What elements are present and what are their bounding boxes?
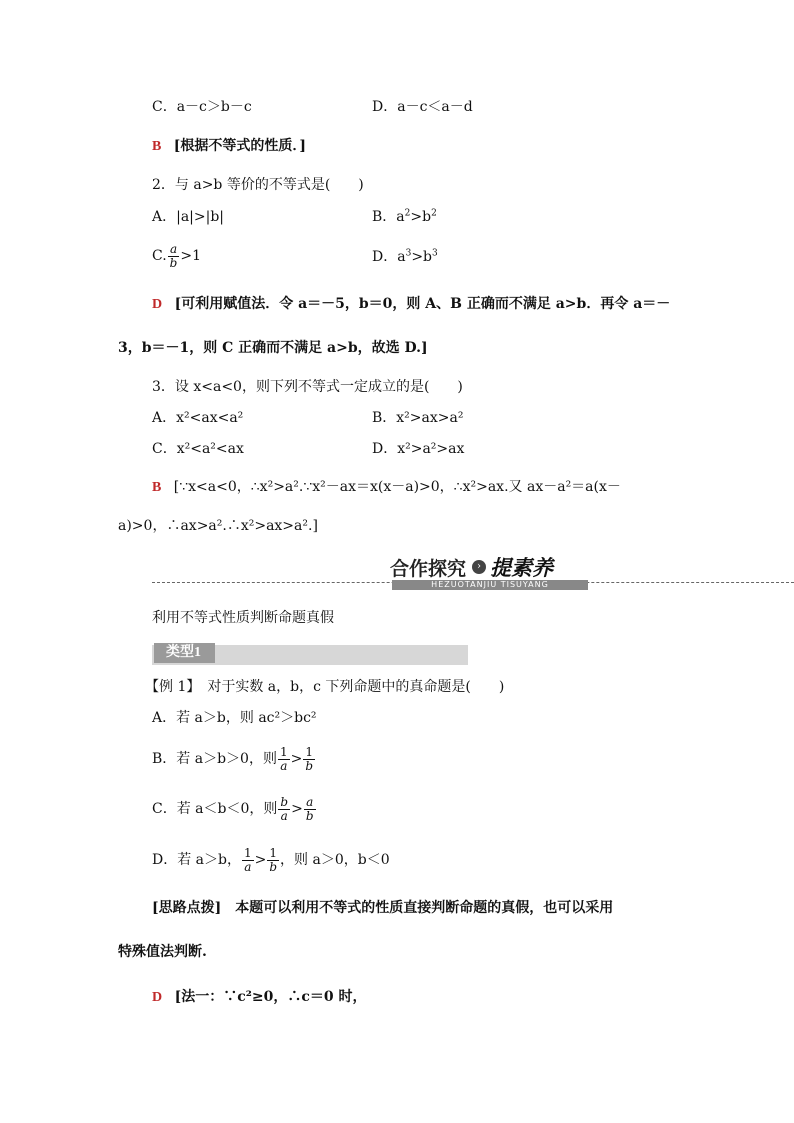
banner-title-left: 合作探究 bbox=[390, 558, 467, 580]
q1-option-d: D．a－c＜a－d bbox=[372, 99, 473, 115]
answer-1-letter: B bbox=[152, 139, 162, 154]
q2-option-b: B．$a^2>b^2$ bbox=[372, 208, 437, 225]
example-option-c-relation: > bbox=[291, 801, 303, 817]
q2-option-d: D．$a^3>b^3$ bbox=[372, 248, 438, 265]
fraction-numerator: 1 bbox=[267, 847, 279, 861]
example-option-b-fraction-1 bbox=[278, 746, 290, 773]
q2-stem: 2．与 a>b 等价的不等式是( ) bbox=[152, 177, 364, 193]
fraction-numerator: 1 bbox=[279, 744, 288, 759]
fraction-numerator: 1 bbox=[303, 746, 315, 760]
q2-option-d-text: D．a bbox=[372, 249, 406, 265]
fraction-denominator: b bbox=[305, 758, 314, 773]
example-option-c-fraction-2 bbox=[304, 796, 316, 823]
q2-option-c bbox=[152, 241, 201, 271]
hint-line2: 特殊值法判断. bbox=[118, 944, 207, 960]
q3-option-b: B．x²>ax>a² bbox=[372, 410, 464, 426]
example-option-b-fraction-2 bbox=[303, 746, 315, 773]
q2-option-c-fraction bbox=[168, 243, 180, 270]
fraction-numerator: b bbox=[280, 794, 289, 809]
answer-3-line1 bbox=[152, 477, 621, 498]
chevron-right-icon: › bbox=[472, 560, 486, 574]
banner-pinyin: HEZUOTANJIU TISUYANG bbox=[392, 580, 588, 590]
example-answer-text: [法一：∵c²≥0，∴c＝0 时， bbox=[174, 989, 367, 1005]
q3-option-d: D．x²>a²>ax bbox=[372, 441, 465, 457]
q3-stem: 3．设 x<a<0，则下列不等式一定成立的是( ) bbox=[152, 379, 463, 395]
fraction-denominator: a bbox=[280, 758, 288, 773]
answer-2-text: [可利用赋值法．令 a＝－5，b＝0，则 A、B 正确而不满足 a>b．再令 a＝－ bbox=[174, 296, 671, 312]
fraction-numerator: 1 bbox=[243, 845, 252, 860]
q2-option-a: A．|a|>|b| bbox=[152, 209, 225, 225]
banner-title-right: 提素养 bbox=[490, 556, 553, 580]
q1-option-c: C．a－c＞b－c bbox=[152, 99, 252, 115]
fraction-denominator: b bbox=[169, 255, 178, 270]
fraction-denominator: b bbox=[269, 859, 278, 874]
answer-2-letter: D bbox=[152, 297, 163, 312]
example-answer-letter: D bbox=[152, 990, 163, 1005]
example-answer bbox=[152, 987, 366, 1008]
answer-3-text: [∵x<a<0，∴x²>a².∵x²－ax＝x(x－a)>0，∴x²>ax.又 ax－a²＝a(x－ bbox=[173, 479, 621, 495]
example-option-d-fraction-1 bbox=[242, 847, 254, 874]
fraction-denominator: b bbox=[305, 808, 314, 823]
q2-option-c-suffix: >1 bbox=[180, 248, 201, 264]
fraction-numerator: a bbox=[168, 243, 180, 257]
example-option-a: A．若 a＞b，则 ac²＞bc² bbox=[152, 710, 317, 726]
example-option-b bbox=[152, 742, 316, 776]
example-option-b-relation: > bbox=[290, 751, 303, 767]
example-option-c bbox=[152, 792, 317, 826]
example-option-b-prefix: B．若 a＞b＞0，则 bbox=[152, 751, 277, 767]
example-option-d-fraction-2 bbox=[267, 847, 279, 874]
example-option-c-prefix: C．若 a＜b＜0，则 bbox=[152, 801, 278, 817]
answer-2-line1 bbox=[152, 294, 670, 315]
fraction-denominator: a bbox=[280, 808, 288, 823]
type-label: 类型1 bbox=[154, 643, 215, 663]
example-option-d-prefix: D．若 a＞b， bbox=[152, 852, 241, 868]
example-option-c-fraction-1 bbox=[278, 796, 290, 823]
answer-2-line2: 3，b＝－1，则 C 正确而不满足 a>b，故选 D.] bbox=[118, 340, 428, 356]
example-option-d-suffix: ，则 a＞0，b＜0 bbox=[280, 852, 390, 868]
q3-option-a: A．x²<ax<a² bbox=[152, 410, 244, 426]
answer-3-letter: B bbox=[152, 480, 162, 495]
section-banner bbox=[152, 552, 794, 592]
section-title: 利用不等式性质判断命题真假 bbox=[152, 610, 334, 626]
example-stem: 【例 1】 对于实数 a，b，c 下列命题中的真命题是( ) bbox=[145, 679, 505, 695]
example-option-d-relation: > bbox=[254, 852, 267, 868]
answer-1 bbox=[152, 136, 306, 157]
q3-option-c: C．x²<a²<ax bbox=[152, 441, 244, 457]
answer-3-line2: a)>0，∴ax>a².∴x²>ax>a².] bbox=[118, 518, 318, 534]
q2-option-c-prefix: C. bbox=[152, 248, 167, 264]
fraction-denominator: a bbox=[244, 859, 252, 874]
hint-line1: [思路点拨] 本题可以利用不等式的性质直接判断命题的真假，也可以采用 bbox=[152, 900, 614, 916]
fraction-numerator: a bbox=[304, 796, 316, 810]
example-option-d bbox=[152, 843, 390, 877]
answer-1-text: [根据不等式的性质．] bbox=[173, 138, 307, 154]
q2-option-b-text: B．a bbox=[372, 209, 405, 225]
banner-title bbox=[390, 552, 586, 580]
